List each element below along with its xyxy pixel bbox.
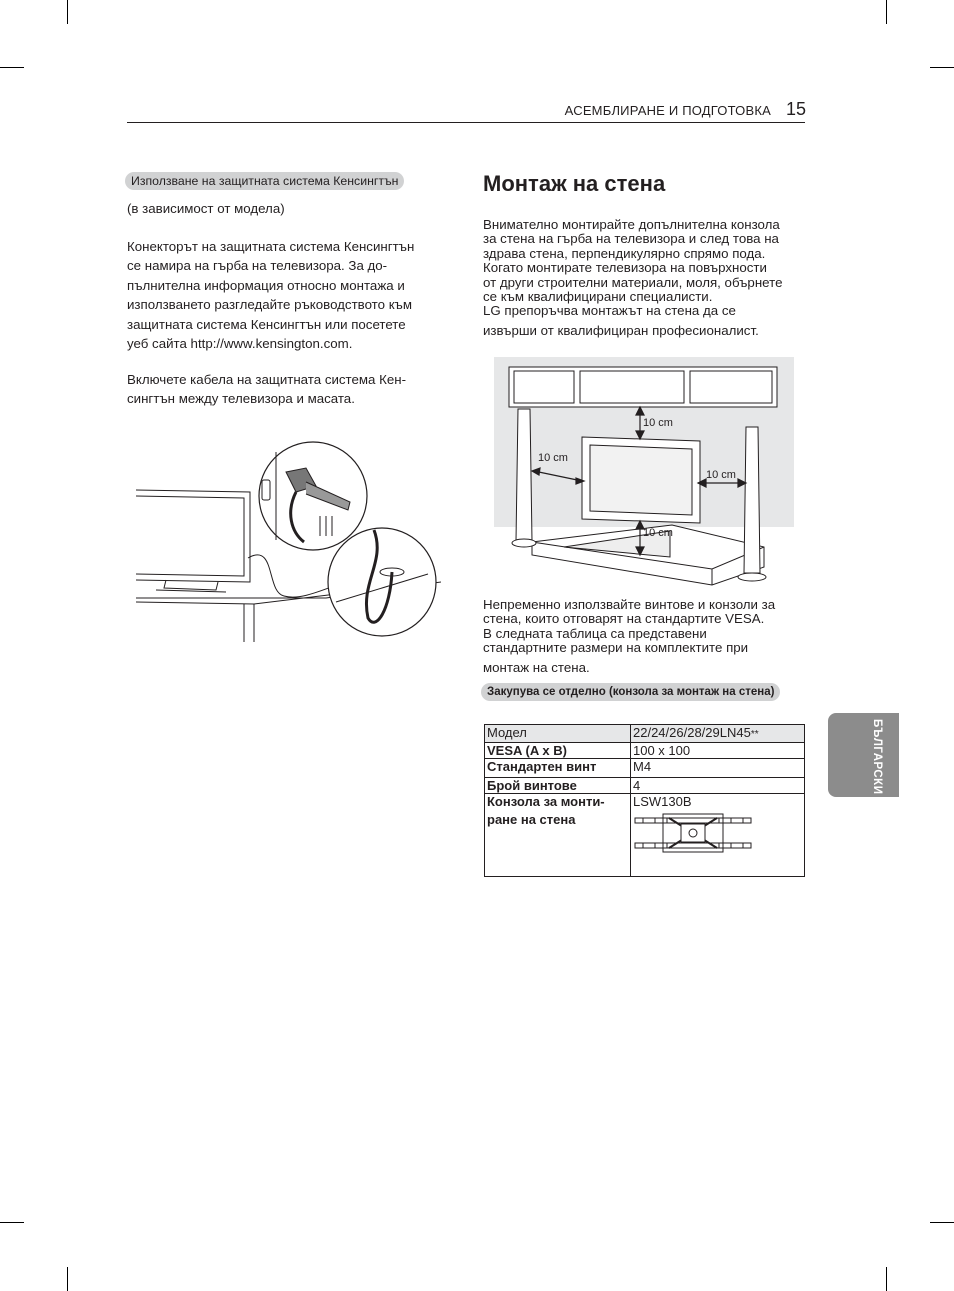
crop-mark (67, 0, 68, 24)
table-row (485, 743, 805, 759)
wall-mount-paragraph-1: Внимателно монтирайте допълнителна конзола за стена на гърба на телевизора и след това на здрава стена, перпендикулярно спрямо пода. Когато монтирате телевизора на повърхности от други строителни материали, моля, обърнете се към квалифицирани специалисти. LG препоръчва монтажът на стена да се извърши от квалифициран професионалист. (483, 217, 783, 338)
zoom-cable-circle (328, 528, 436, 636)
clearance-right-label: 10 cm (706, 469, 736, 481)
page-number: 15 (786, 99, 807, 119)
table-row (485, 759, 805, 778)
crop-mark (930, 1222, 954, 1223)
screw-label: Стандартен винт (485, 759, 631, 778)
table-row (485, 778, 805, 794)
crop-mark (886, 0, 887, 24)
crop-mark (0, 67, 24, 68)
screw-count-label: Брой винтове (485, 778, 631, 794)
kensington-paragraph-1: Конекторът на защитната система Кенсингтън се намира на гърба на телевизора. За до- пълнителна информация относно монтажа и използването разгледайте ръководството към защитната система Кенсингтън или посетете уеб сайта http://www.kensington.com. (127, 239, 415, 352)
model-value: 22/24/26/28/29LN45** (631, 725, 805, 743)
clearance-left-label: 10 cm (538, 452, 568, 464)
table-row (485, 725, 805, 743)
model-note: (в зависимост от модела) (127, 201, 285, 216)
kensington-heading: Използване на защитната система Кенсингтън (125, 172, 404, 190)
wall-mount-spec-table (484, 724, 805, 877)
screw-count-value: 4 (631, 778, 805, 794)
language-tab: БЪЛГАРСКИ (828, 713, 899, 797)
kensington-paragraph-2: Включете кабела на защитната система Кен- сингтън между телевизора и масата. (127, 372, 407, 407)
kensington-illustration (136, 432, 441, 644)
bracket-value: LSW130B (631, 794, 805, 877)
clearance-top-label: 10 cm (643, 417, 673, 429)
vesa-label: VESA (A x B) (485, 743, 631, 759)
screw-value: M4 (631, 759, 805, 778)
sold-separately-pill: Закупува се отделно (конзола за монтаж на стена) (481, 683, 780, 701)
clearance-bottom-label: 10 cm (643, 527, 673, 539)
bracket-icon (633, 812, 753, 856)
wall-mount-paragraph-2: Непременно използвайте винтове и конзоли за стена, които отговарят на стандартите VESA. В следната таблица са представени стандартните размери на комплектите при монтаж на стена. (483, 597, 776, 675)
crop-mark (886, 1267, 887, 1291)
model-label: Модел (485, 725, 631, 743)
vesa-value: 100 x 100 (631, 743, 805, 759)
section-header: АСЕМБЛИРАНЕ И ПОДГОТОВКА (564, 103, 771, 118)
crop-mark (0, 1222, 24, 1223)
table-row (485, 794, 805, 877)
bracket-label: Конзола за монти- ране на стена (485, 794, 631, 877)
header-rule (127, 122, 805, 123)
crop-mark (930, 67, 954, 68)
wall-mount-title: Монтаж на стена (483, 171, 666, 196)
crop-mark (67, 1267, 68, 1291)
wall-clearance-diagram (494, 357, 799, 592)
